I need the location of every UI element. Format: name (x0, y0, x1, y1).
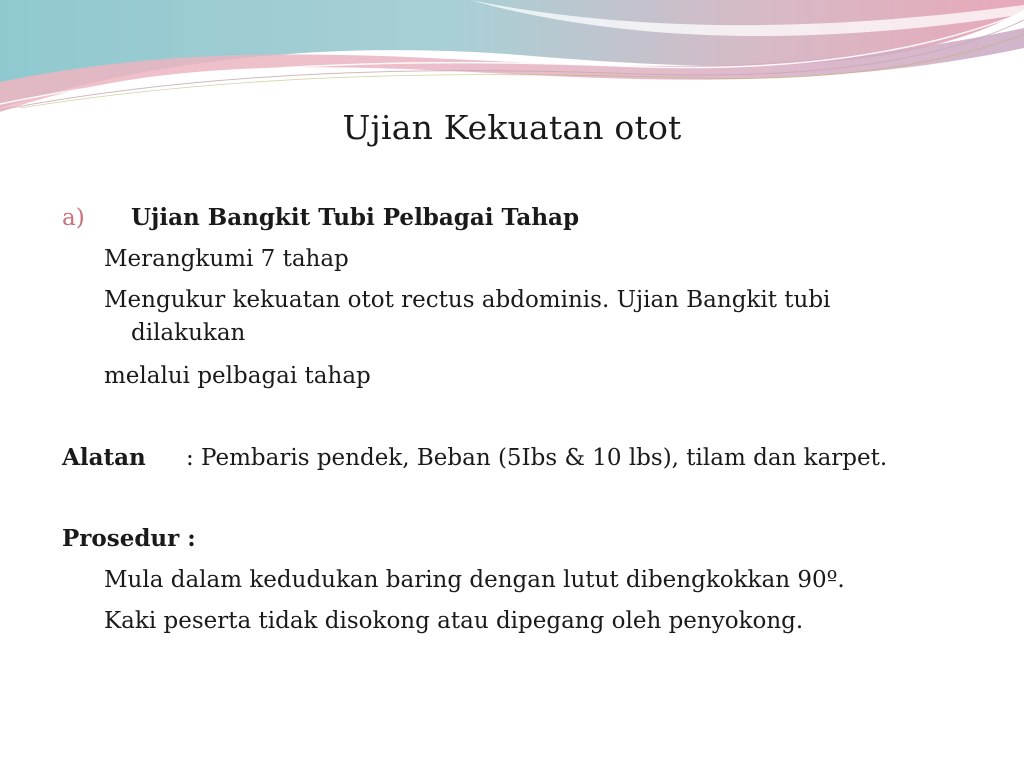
section-heading: Ujian Bangkit Tubi Pelbagai Tahap (131, 204, 580, 231)
text-line: melalui pelbagai tahap (104, 363, 371, 389)
procedure-line: Mula dalam kedudukan baring dengan lutut dibengkokkan 90º. (104, 567, 845, 593)
equipment-label: Alatan (62, 444, 146, 471)
text-line: dilakukan (131, 320, 246, 346)
equipment-text: : Pembaris pendek, Beban (5Ibs & 10 lbs), tilam dan karpet. (186, 445, 888, 471)
text-line: Mengukur kekuatan otot rectus abdominis. Ujian Bangkit tubi (104, 287, 831, 313)
procedure-label: Prosedur : (62, 525, 196, 552)
slide-title: Ujian Kekuatan otot (342, 108, 682, 147)
decorative-header-banner (0, 0, 1024, 120)
text-line: Merangkumi 7 tahap (104, 246, 349, 272)
procedure-line: Kaki peserta tidak disokong atau dipegang oleh penyokong. (104, 608, 804, 634)
list-marker: a) (62, 205, 85, 231)
